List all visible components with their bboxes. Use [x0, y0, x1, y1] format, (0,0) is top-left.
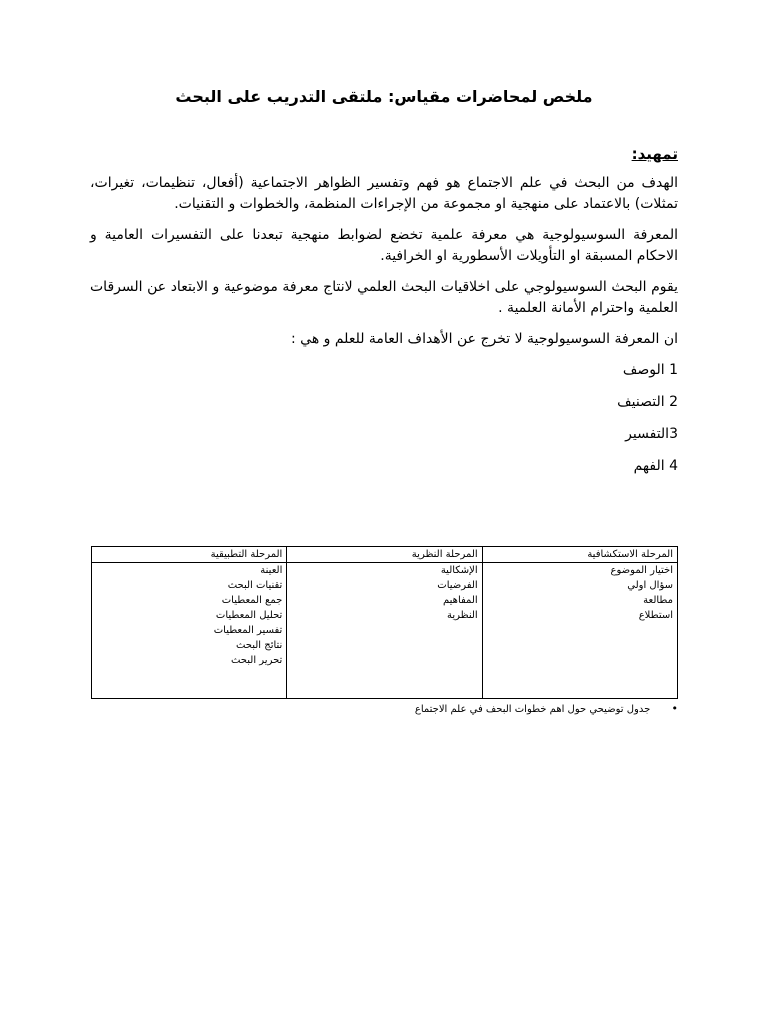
table-cell-item: نتائج البحث	[235, 640, 283, 651]
header-exploratory-phase: المرحلة الاستكشافية	[482, 547, 677, 563]
table-row	[92, 563, 678, 699]
list-item: 2 التصنيف	[617, 394, 678, 410]
document-title: ملخص لمحاضرات مقياس: ملتقى التدريب على البحث	[175, 87, 593, 106]
table-cell-item: الفرضيات	[437, 580, 478, 591]
table-cell-item: تحرير البحث	[230, 655, 283, 666]
research-steps-table	[91, 546, 678, 699]
table-cell-item: الإشكالية	[440, 565, 478, 576]
table-header-row	[92, 547, 678, 563]
bullet-icon: •	[671, 702, 678, 715]
list-item: 3التفسير	[625, 426, 678, 442]
applied-phase-cell	[92, 563, 287, 699]
table-caption	[340, 702, 678, 717]
header-theoretical-phase: المرحلة النظرية	[287, 547, 482, 563]
table-cell-item: مطالعة	[643, 595, 673, 606]
table-cell-item: استطلاع	[638, 610, 673, 621]
caption-text: جدول توضيحي حول اهم خطوات البحف في علم الاجتماع	[414, 704, 651, 715]
goals-intro: ان المعرفة السوسيولوجية لا تخرج عن الأهداف العامة للعلم و هي :	[290, 331, 678, 347]
table-cell-item: تحليل المعطيات	[215, 610, 283, 621]
intro-paragraph-2: المعرفة السوسيولوجية هي معرفة علمية تخضع لضوابط منهجية تبعدنا على التفسيرات العامية و الاحكام المسبقة او التأويلات الأسطورية او الخرافية.	[90, 227, 678, 264]
intro-heading: تمهيد:	[631, 145, 678, 163]
list-item: 4 الفهم	[633, 458, 678, 474]
header-applied-phase: المرحلة التطبيقية	[92, 547, 287, 563]
table-cell-item: تقنيات البحث	[227, 580, 283, 591]
table-cell-item: جمع المعطيات	[221, 595, 283, 606]
intro-paragraph-1: الهدف من البحث في علم الاجتماع هو فهم وتفسير الظواهر الاجتماعية (أفعال، تنظيمات، تغيرات، تمثلات) بالاعتماد على منهجية او مجموعة من الإجراءات المنظمة، والخطوات و التقنيات.	[90, 175, 678, 212]
goals-list	[90, 360, 678, 488]
table-cell-item: تفسير المعطيات	[213, 625, 283, 636]
research-steps-table-wrap	[91, 546, 678, 699]
exploratory-phase-cell	[482, 563, 677, 699]
table-cell-item: العينة	[260, 565, 283, 576]
table-cell-item: النظرية	[446, 610, 478, 621]
table-cell-item: سؤال اولي	[627, 580, 673, 591]
document-body	[90, 144, 678, 488]
table-cell-item: المفاهيم	[443, 595, 478, 606]
theoretical-phase-cell	[287, 563, 482, 699]
table-cell-item: اختيار الموضوع	[610, 565, 673, 576]
intro-paragraph-3: يقوم البحث السوسيولوجي على اخلاقيات البحث العلمي لانتاج معرفة موضوعية و الابتعاد عن السرقات العلمية واحترام الأمانة العلمية .	[90, 279, 678, 316]
list-item: 1 الوصف	[622, 362, 678, 378]
